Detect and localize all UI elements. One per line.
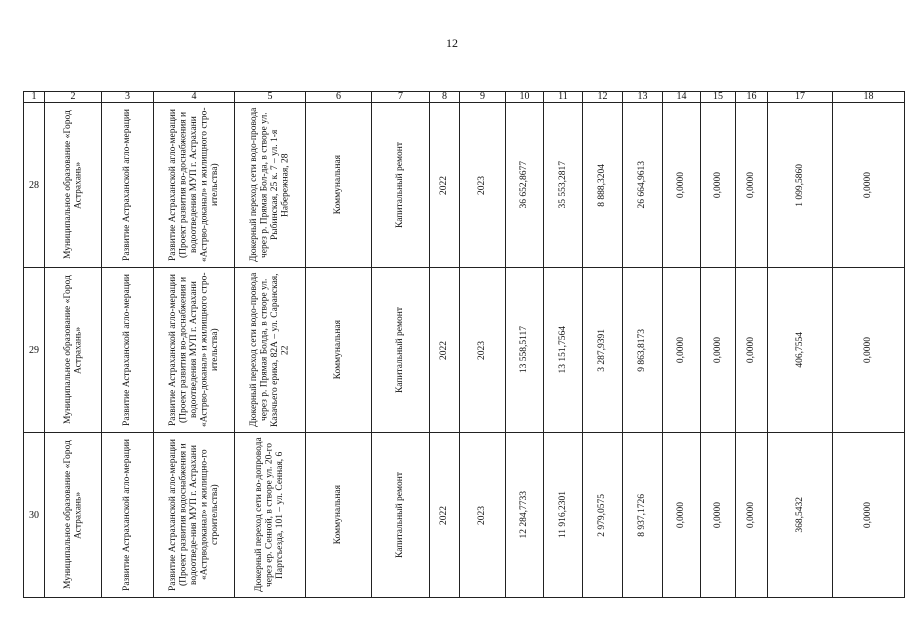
value-cell <box>768 103 833 268</box>
value-col14: 0,0000 <box>676 501 687 529</box>
project-text: Развитие Астраханской агло-мерации (Проект развития во-доснабжения и водоотведения МУП г. Астрахани «Астрво-доканал» и жилищного стро-ительства) <box>167 107 220 263</box>
total-value: 36 652,8677 <box>519 161 530 209</box>
object-cell <box>235 433 306 598</box>
column-header: 8 <box>430 92 460 103</box>
type-cell <box>306 103 372 268</box>
column-header: 1 <box>24 92 45 103</box>
row-number: 28 <box>24 103 45 268</box>
value-col13: 26 664,9613 <box>637 161 648 209</box>
program-cell <box>102 268 154 433</box>
work-cell <box>372 103 430 268</box>
value-col18: 0,0000 <box>863 336 874 364</box>
column-header: 6 <box>306 92 372 103</box>
object-text: Дюкерный переход сети во-допровода через ер. Сенной, в створе ул. 20-го Партсъезда, 101 – ул. Сенная, 6 <box>254 437 286 593</box>
value-cell <box>506 103 544 268</box>
work-text: Капитальный ремонт <box>395 306 406 393</box>
value-cell <box>663 268 701 433</box>
value-col13: 8 937,1726 <box>637 493 648 537</box>
value-col11: 11 916,2301 <box>557 491 568 539</box>
value-col12: 3 287,9391 <box>597 328 608 372</box>
value-cell <box>833 103 905 268</box>
value-cell <box>623 433 663 598</box>
project-text: Развитие Астраханской агло-мерации (Проект развития во-доснабжения и водоотведения МУП г. Астрахани «Астрво-доканал» и жилищного стро-ительства) <box>167 272 220 428</box>
object-cell <box>235 103 306 268</box>
start-year: 2022 <box>439 340 450 360</box>
value-cell <box>701 433 736 598</box>
municipality-text: Муниципальное образование «Город Астрахань» <box>62 110 83 260</box>
value-col17: 1 099,5860 <box>794 163 805 207</box>
project-cell <box>154 103 235 268</box>
program-cell <box>102 433 154 598</box>
value-col12: 2 979,0575 <box>597 493 608 537</box>
value-col11: 13 151,7564 <box>557 326 568 374</box>
value-cell <box>583 103 623 268</box>
value-cell <box>623 268 663 433</box>
value-cell <box>833 433 905 598</box>
column-header: 2 <box>45 92 102 103</box>
column-header: 17 <box>768 92 833 103</box>
page-number: 12 <box>446 36 458 50</box>
column-number-row <box>24 92 905 103</box>
value-cell <box>736 103 768 268</box>
type-cell <box>306 433 372 598</box>
value-cell <box>583 433 623 598</box>
table-row <box>24 268 905 433</box>
start-year: 2022 <box>439 505 450 525</box>
value-cell <box>701 103 736 268</box>
value-cell <box>736 268 768 433</box>
column-header: 9 <box>460 92 506 103</box>
value-cell <box>663 103 701 268</box>
start-year-cell <box>430 433 460 598</box>
project-cell <box>154 433 235 598</box>
value-col14: 0,0000 <box>676 171 687 199</box>
column-header: 3 <box>102 92 154 103</box>
value-cell <box>623 103 663 268</box>
row-number: 29 <box>24 268 45 433</box>
column-header: 14 <box>663 92 701 103</box>
municipality-text: Муниципальное образование «Город Астрахань» <box>62 440 83 590</box>
value-cell <box>736 433 768 598</box>
value-col11: 35 553,2817 <box>557 161 568 209</box>
row-number: 30 <box>24 433 45 598</box>
value-col15: 0,0000 <box>712 171 723 199</box>
municipality-cell <box>45 103 102 268</box>
value-col16: 0,0000 <box>746 336 757 364</box>
value-col14: 0,0000 <box>676 336 687 364</box>
municipality-cell <box>45 268 102 433</box>
type-text: Коммунальная <box>333 320 344 380</box>
end-year-cell <box>460 268 506 433</box>
value-cell <box>768 268 833 433</box>
column-header: 5 <box>235 92 306 103</box>
program-cell <box>102 103 154 268</box>
end-year: 2023 <box>477 340 488 360</box>
work-text: Капитальный ремонт <box>395 471 406 558</box>
value-cell <box>833 268 905 433</box>
value-cell <box>701 268 736 433</box>
end-year: 2023 <box>477 175 488 195</box>
value-cell <box>544 103 583 268</box>
program-text: Развитие Астраханской агло-мерации <box>122 274 133 426</box>
value-col17: 406,7554 <box>794 332 805 368</box>
type-text: Коммунальная <box>333 155 344 215</box>
project-text: Развитие Астраханской агло-мерации (Проект развития водоснабжения и водоотведе-ния МУП г. Астрахани «Астрводоканал» и жилищно-го строительства) <box>167 439 220 591</box>
value-col13: 9 863,8173 <box>637 328 648 372</box>
end-year-cell <box>460 433 506 598</box>
program-text: Развитие Астраханской агло-мерации <box>122 439 133 591</box>
object-cell <box>235 268 306 433</box>
column-header: 16 <box>736 92 768 103</box>
end-year-cell <box>460 103 506 268</box>
type-cell <box>306 268 372 433</box>
value-cell <box>544 433 583 598</box>
object-text: Дюкерный переход сети водо-провода через р. Прямая Болда, в створе ул. Казачьего ерика, 82А – ул. Саранская, 22 <box>249 272 291 428</box>
start-year-cell <box>430 103 460 268</box>
type-text: Коммунальная <box>333 485 344 545</box>
table-row <box>24 103 905 268</box>
column-header: 11 <box>544 92 583 103</box>
column-header: 4 <box>154 92 235 103</box>
table-row <box>24 433 905 598</box>
value-cell <box>583 268 623 433</box>
value-col12: 8 888,3204 <box>597 163 608 207</box>
total-value: 12 284,7733 <box>519 491 530 539</box>
value-col18: 0,0000 <box>863 501 874 529</box>
work-text: Капитальный ремонт <box>395 141 406 228</box>
start-year-cell <box>430 268 460 433</box>
value-cell <box>663 433 701 598</box>
work-cell <box>372 433 430 598</box>
value-cell <box>506 268 544 433</box>
municipality-cell <box>45 433 102 598</box>
value-col18: 0,0000 <box>863 171 874 199</box>
value-col15: 0,0000 <box>712 336 723 364</box>
value-cell <box>768 433 833 598</box>
work-cell <box>372 268 430 433</box>
investment-table <box>23 91 905 598</box>
column-header: 7 <box>372 92 430 103</box>
column-header: 12 <box>583 92 623 103</box>
object-text: Дюкерный переход сети водо-провода через р. Прямая Бол-да, в створе ул. Рыбинская, 25 к. 7 – ул. 1-я Набережная, 28 <box>249 107 291 263</box>
column-header: 15 <box>701 92 736 103</box>
municipality-text: Муниципальное образование «Город Астрахань» <box>62 275 83 425</box>
start-year: 2022 <box>439 175 450 195</box>
program-text: Развитие Астраханской агло-мерации <box>122 109 133 261</box>
end-year: 2023 <box>477 505 488 525</box>
value-col16: 0,0000 <box>746 501 757 529</box>
value-col15: 0,0000 <box>712 501 723 529</box>
total-value: 13 558,5117 <box>519 326 530 374</box>
project-cell <box>154 268 235 433</box>
value-col17: 368,5432 <box>794 497 805 533</box>
value-col16: 0,0000 <box>746 171 757 199</box>
column-header: 18 <box>833 92 905 103</box>
column-header: 13 <box>623 92 663 103</box>
value-cell <box>544 268 583 433</box>
column-header: 10 <box>506 92 544 103</box>
value-cell <box>506 433 544 598</box>
